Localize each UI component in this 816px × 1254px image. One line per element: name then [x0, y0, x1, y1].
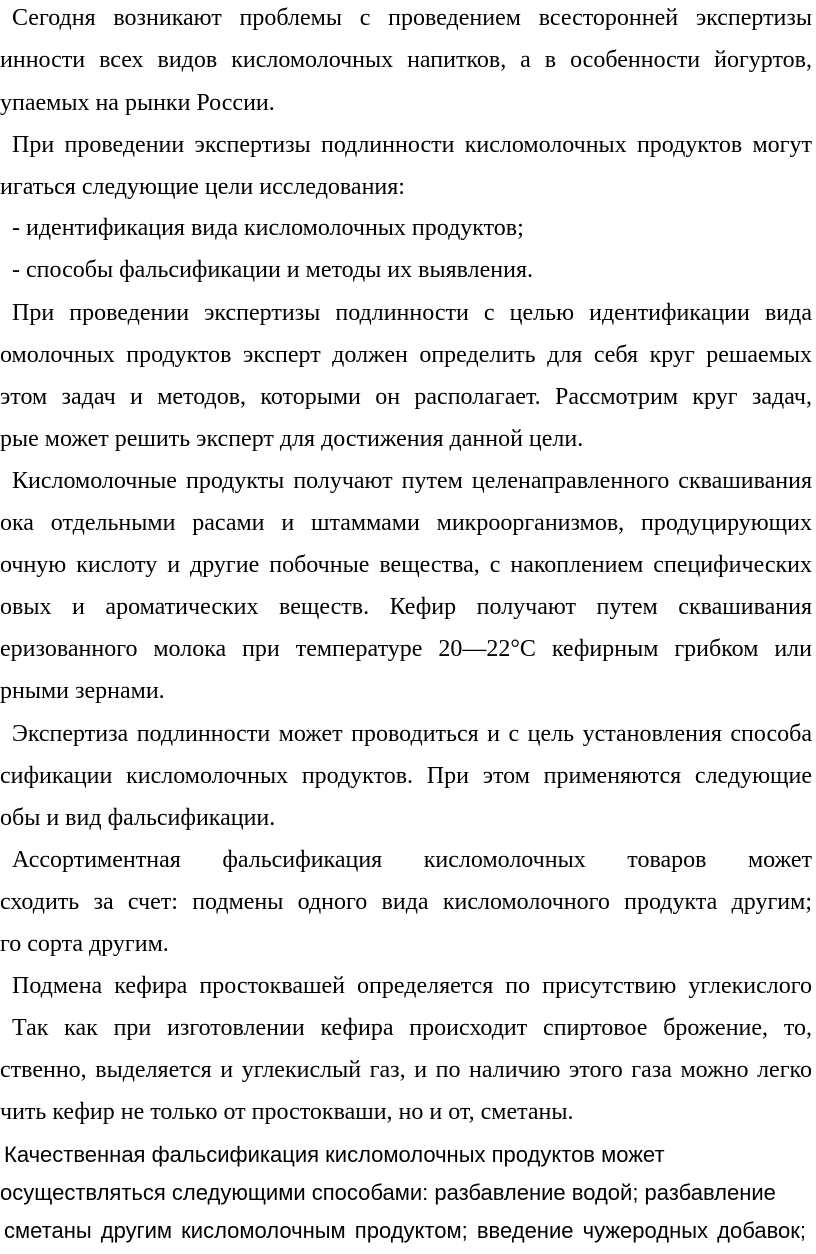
text-line: го сорта другим. [0, 931, 169, 957]
text-line: Экспертиза подлинности может проводиться и с цель установления способа [12, 721, 812, 747]
text-line: овых и ароматических веществ. Кефир получают путем сквашивания [0, 594, 812, 620]
text-line: При проведении экспертизы подлинности с целью идентификации вида [12, 300, 812, 326]
text-line: Сегодня возникают проблемы с проведением всесторонней экспертизы [12, 5, 812, 31]
text-line: ока отдельными расами и штаммами микроорганизмов, продуцирующих [0, 510, 812, 536]
text-line: осуществляться следующими способами: разбавление водой; разбавление [0, 1180, 776, 1205]
text-line: инности всех видов кисломолочных напитков, а в особенности йогуртов, [0, 47, 812, 73]
list-item: - идентификация вида кисломолочных продуктов; [12, 215, 524, 241]
text-line: сметаны другим кисломолочным продуктом; введение чужеродных добавок; [4, 1218, 806, 1243]
text-line: рые может решить эксперт для достижения данной цели. [0, 426, 584, 452]
text-line: омолочных продуктов эксперт должен определить для себя круг решаемых [0, 342, 812, 368]
text-line: Ассортиментная фальсификация кисломолочных товаров может [12, 847, 812, 873]
list-item: - способы фальсификации и методы их выявления. [12, 257, 533, 283]
text-line: Кисломолочные продукты получают путем целенаправленного сквашивания [12, 468, 812, 494]
text-line: Подмена кефира простоквашей определяется по присутствию углекислого [12, 973, 812, 999]
text-line: сификации кисломолочных продуктов. При этом применяются следующие [0, 763, 812, 789]
text-line: чить кефир не только от простокваши, но и от, сметаны. [0, 1099, 574, 1125]
text-line: При проведении экспертизы подлинности кисломолочных продуктов могут [12, 132, 812, 158]
text-line: упаемых на рынки России. [0, 90, 275, 116]
text-line: Качественная фальсификация кисломолочных продуктов может [4, 1142, 665, 1167]
text-line: еризованного молока при температуре 20—22°С кефирным грибком или [0, 636, 812, 662]
text-line: обы и вид фальсификации. [0, 805, 276, 831]
text-line: этом задач и методов, которыми он располагает. Рассмотрим круг задач, [0, 384, 812, 410]
text-line: Так как при изготовлении кефира происходит спиртовое брожение, то, [12, 1015, 812, 1041]
text-line: ственно, выделяется и углекислый газ, и по наличию этого газа можно легко [0, 1057, 812, 1083]
text-line: рными зернами. [0, 678, 165, 704]
text-line: игаться следующие цели исследования: [0, 174, 405, 200]
text-line: сходить за счет: подмены одного вида кисломолочного продукта другим; [0, 889, 812, 915]
text-line: очную кислоту и другие побочные вещества, с накоплением специфических [0, 552, 812, 578]
